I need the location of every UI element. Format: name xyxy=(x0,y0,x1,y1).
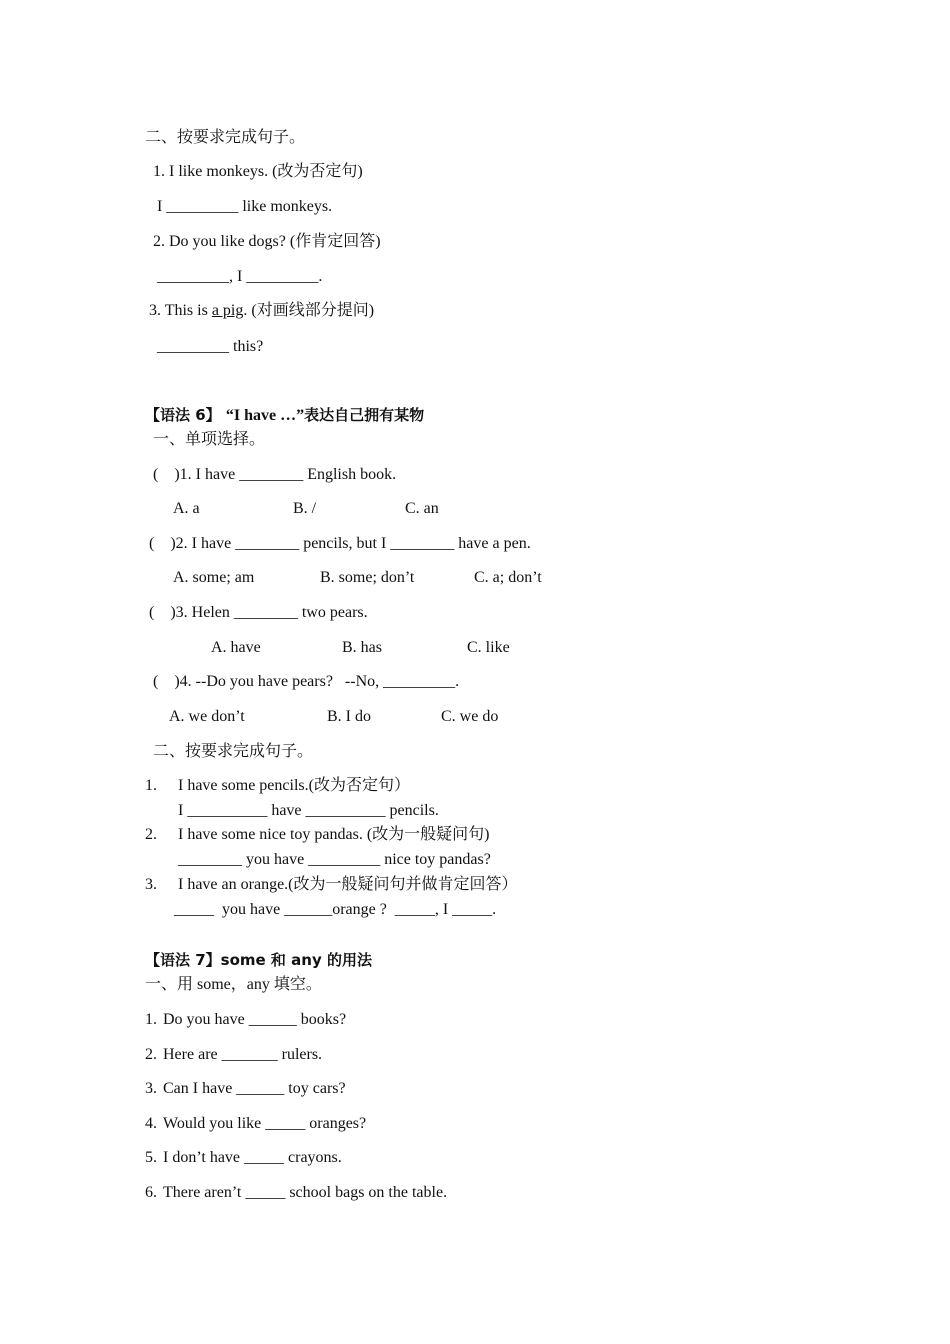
mc-option: A. have xyxy=(211,639,261,656)
question-3-prefix: 3. This is xyxy=(149,302,212,319)
section-heading: 一、单项选择。 xyxy=(153,431,266,448)
underlined-phrase: a pig xyxy=(211,302,244,319)
fill-item: I don’t have _____ crayons. xyxy=(163,1149,342,1166)
item-answer: I __________ have __________ pencils. xyxy=(178,802,439,819)
fill-number: 1. xyxy=(145,1011,157,1028)
mc-option: C. like xyxy=(467,639,510,656)
fill-item: Here are _______ rulers. xyxy=(163,1046,323,1063)
mc-option: C. an xyxy=(405,500,439,517)
mc-option: B. / xyxy=(293,500,317,517)
mc-question-3: ( )3. Helen ________ two pears. xyxy=(149,604,368,621)
grammar-6-title-text: 表达自己拥有某物 xyxy=(304,406,425,424)
mc-option: A. a xyxy=(173,500,200,517)
mc-option: B. I do xyxy=(327,708,371,725)
grammar-7-title: 【语法 7】some 和 any 的用法 xyxy=(145,951,372,969)
mc-option: A. we don’t xyxy=(169,708,245,725)
grammar-6-title xyxy=(145,405,424,426)
mc-option: C. we do xyxy=(441,708,499,725)
item-text: I have an orange.(改为一般疑问句并做肯定回答） xyxy=(178,876,518,893)
mc-question-4: ( )4. --Do you have pears? --No, _________. xyxy=(153,673,460,690)
mc-question-1: ( )1. I have ________ English book. xyxy=(153,466,397,483)
section-heading: 二、按要求完成句子。 xyxy=(145,129,306,146)
item-answer: _____ you have ______orange ? _____, I _____. xyxy=(174,901,497,918)
answer-line-2: _________, I _________. xyxy=(157,268,323,285)
item-number: 1. xyxy=(145,777,157,794)
fill-item: Would you like _____ oranges? xyxy=(163,1115,367,1132)
item-text: I have some nice toy pandas. (改为一般疑问句) xyxy=(178,826,490,843)
question-2: 2. Do you like dogs? (作肯定回答) xyxy=(153,233,381,250)
question-3 xyxy=(149,301,374,321)
fill-item: Can I have ______ toy cars? xyxy=(163,1080,346,1097)
mc-option: A. some; am xyxy=(173,569,255,586)
mc-option: B. has xyxy=(342,639,382,656)
item-number: 2. xyxy=(145,826,157,843)
fill-item: Do you have ______ books? xyxy=(163,1011,347,1028)
fill-number: 6. xyxy=(145,1184,157,1201)
fill-number: 5. xyxy=(145,1149,157,1166)
grammar-6-quote: “I have …” xyxy=(225,407,305,424)
mc-option: C. a; don’t xyxy=(474,569,542,586)
fill-number: 3. xyxy=(145,1080,157,1097)
item-answer: ________ you have _________ nice toy pandas? xyxy=(178,851,491,868)
fill-number: 2. xyxy=(145,1046,157,1063)
section-heading: 一、用 some，any 填空。 xyxy=(145,976,322,993)
question-3-suffix: . (对画线部分提问) xyxy=(243,302,375,319)
fill-item: There aren’t _____ school bags on the table. xyxy=(163,1184,448,1201)
mc-option: B. some; don’t xyxy=(320,569,415,586)
item-number: 3. xyxy=(145,876,157,893)
answer-line-3: _________ this? xyxy=(157,338,264,355)
answer-line-1: I _________ like monkeys. xyxy=(157,198,333,215)
fill-number: 4. xyxy=(145,1115,157,1132)
item-text: I have some pencils.(改为否定句） xyxy=(178,777,410,794)
grammar-6-bracket: 【语法 6】 xyxy=(145,406,221,424)
mc-question-2: ( )2. I have ________ pencils, but I ________ have a pen. xyxy=(149,535,531,552)
question-1: 1. I like monkeys. (改为否定句) xyxy=(153,163,363,180)
section-heading: 二、按要求完成句子。 xyxy=(153,743,314,760)
